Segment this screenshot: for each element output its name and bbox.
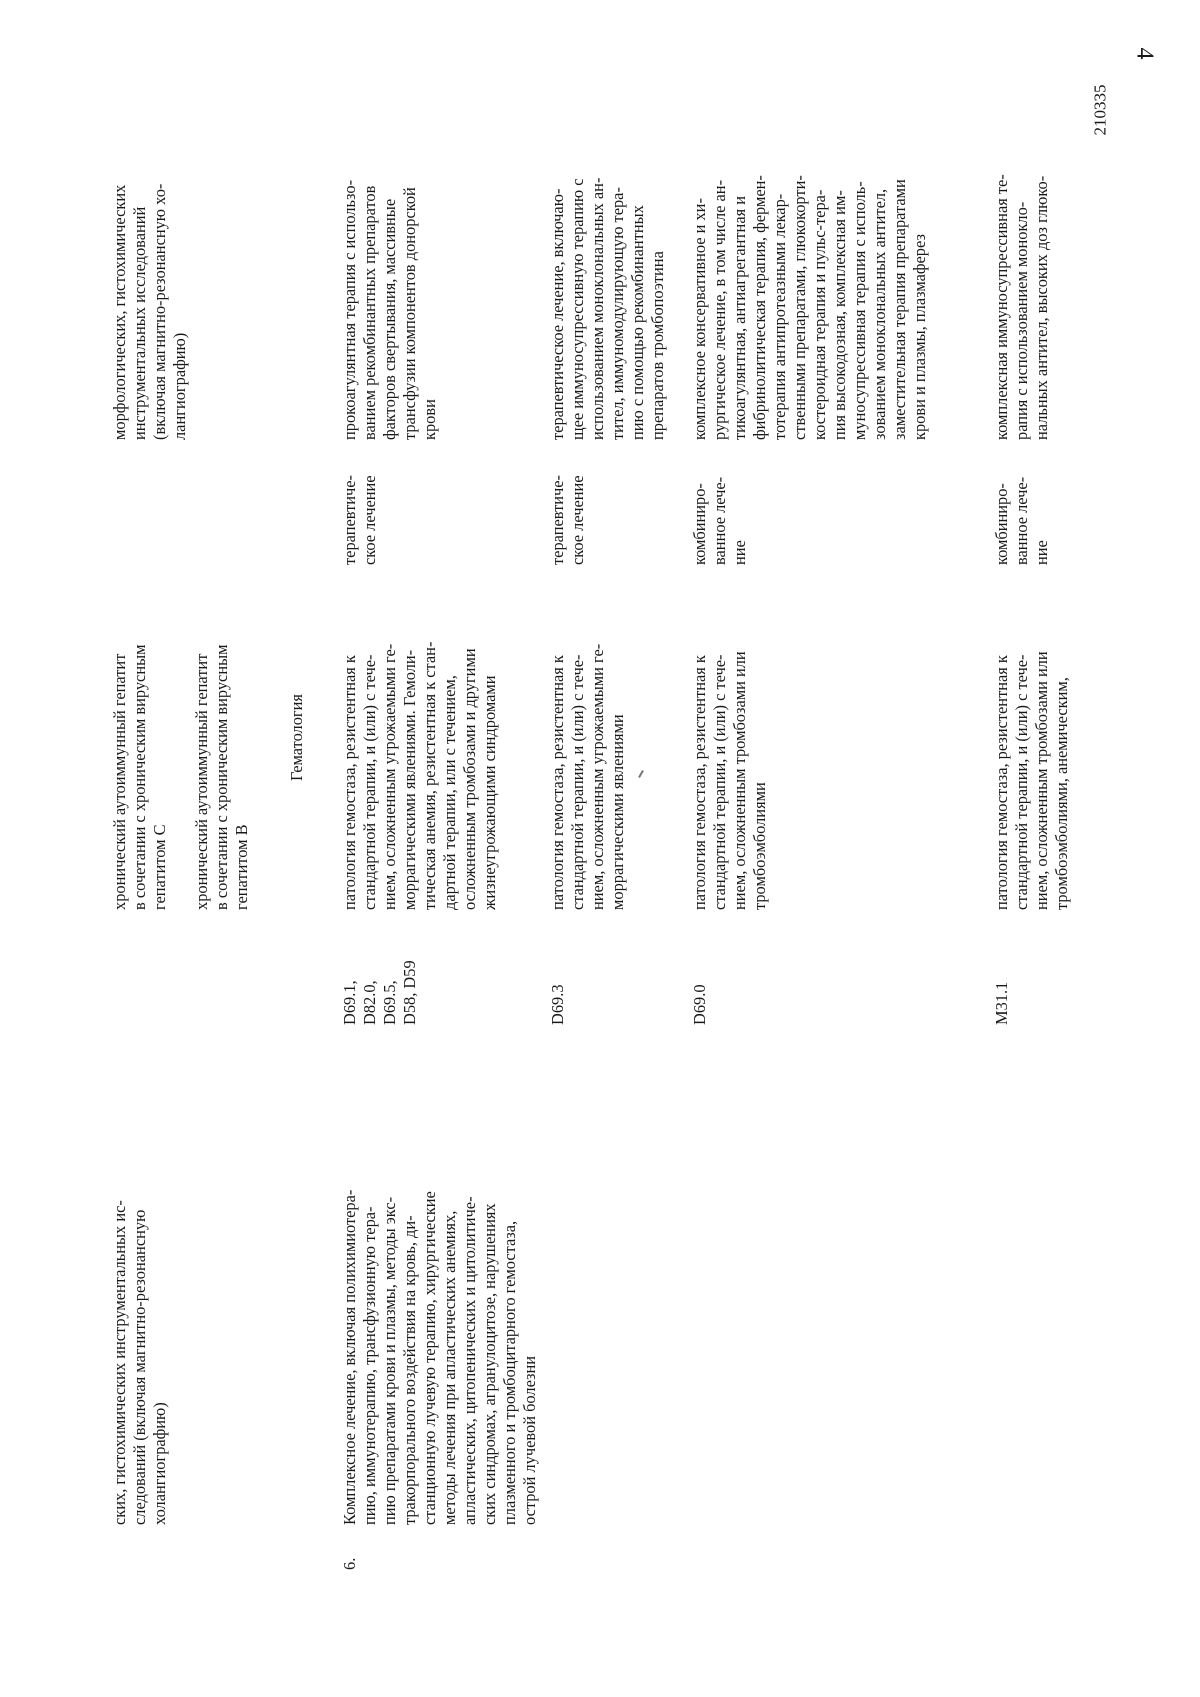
page-number: 4 xyxy=(1131,47,1158,60)
continuation-method: ских, гистохимических инструментальных ис- следований (включая магнитно-резонансную холангиографию) xyxy=(110,1200,170,1525)
section-title: Гематология xyxy=(287,694,306,781)
row-number: 6. xyxy=(340,1557,359,1570)
row-treatment-type: терапевтиче- ское лечение xyxy=(340,475,380,565)
row-description: прокоагулянтная терапия с использо- ванием рекомбинантных препаратов факторов свертывания, массивные трансфузии компонентов донорской крови xyxy=(340,179,440,440)
row-code: D69.3 xyxy=(548,984,567,1025)
row-method: Комплексное лечение, включая полихимиотера- пию, иммунотерапию, трансфузионную тера- пию препаратами крови и плазмы, методы экс- тракорпорального воздействия на кровь, ди- станционную лучевую терапию, хирургические методы лечения при апластических анемиях, апластических, цитопенических и цитолитиче- ских синдромах, агранулоцитозе, нарушениях плазменного и тромбоцитарного гемостаза, острой лучевой болезни xyxy=(340,1189,540,1525)
row-model: патология гемостаза, резистентная к стандартной терапии, и (или) с тече- нием, осложненным тромбозами или тромбоэмболиями xyxy=(690,651,770,910)
row-model: патология гемостаза, резистентная к стандартной терапии, и (или) с тече- нием, осложненным угрожаемыми ге- моррагическими явлениями xyxy=(548,643,628,910)
row-model: патология гемостаза, резистентная к стандартной терапии, и (или) с тече- нием, осложненным тромбозами или тромбоэмболиями, анемическим, xyxy=(992,651,1072,910)
row-model: патология гемостаза, резистентная к стандартной терапии, и (или) с тече- нием, осложненным угрожаемыми ге- моррагическими явлениями. Гемоли- тическая анемия, резистентная к стан- дартной терапии, или с течением, осложненным тромбозами и другими жизнеугрожающими синдромами xyxy=(340,641,500,910)
row-description: комплексное консервативное и хи- рургическое лечение, в том числе ан- тикоагулянтная, антиагрегантная и фибринолитическая терапия, фермен- тотерапия антипротеазными лекар- ственными препаратами, глюкокорти- костероидная терапия и пульс-тера- пия высокодозная, комплексная им- муносупрессивная терапия с исполь- зованием моноклональных антител, заместительная терапия препаратами крови и плазмы, плазмаферез xyxy=(690,175,930,440)
continuation-model-2: хронический аутоиммунный гепатит в сочетании с хроническим вирусным гепатитом В xyxy=(192,644,252,910)
row-code: M31.1 xyxy=(992,981,1011,1025)
row-treatment-type: терапевтиче- ское лечение xyxy=(548,475,588,565)
row-treatment-type: комбиниро- ванное лече- ние xyxy=(992,476,1052,565)
row-description: комплексная иммуносупрессивная те- рапия с использованием моноклo- нальных антител, высоких доз глюко- xyxy=(992,174,1052,440)
row-code: D69.0 xyxy=(690,984,709,1025)
row-description: терапевтическое лечение, включаю- щее иммуносупрессивную терапию с использованием моноклональных ан- тител, иммуномодулирующую тера- пию с помощью рекомбинантных препаратов тромбопоэтина xyxy=(548,177,668,440)
continuation-description: морфологических, гистохимических инструментальных исследований (включая магнитно-резонансную хо- лангиографию) xyxy=(110,183,190,440)
rotated-table-page xyxy=(110,174,1160,1570)
row-code: D69.1, D82.0, D69.5, D58, D59 xyxy=(340,960,420,1025)
row-treatment-type: комбиниро- ванное лече- ние xyxy=(690,476,750,565)
document-code: 210335 xyxy=(1090,84,1109,136)
continuation-model-1: хронический аутоиммунный гепатит в сочетании с хроническим вирусным гепатитом С xyxy=(110,644,170,910)
